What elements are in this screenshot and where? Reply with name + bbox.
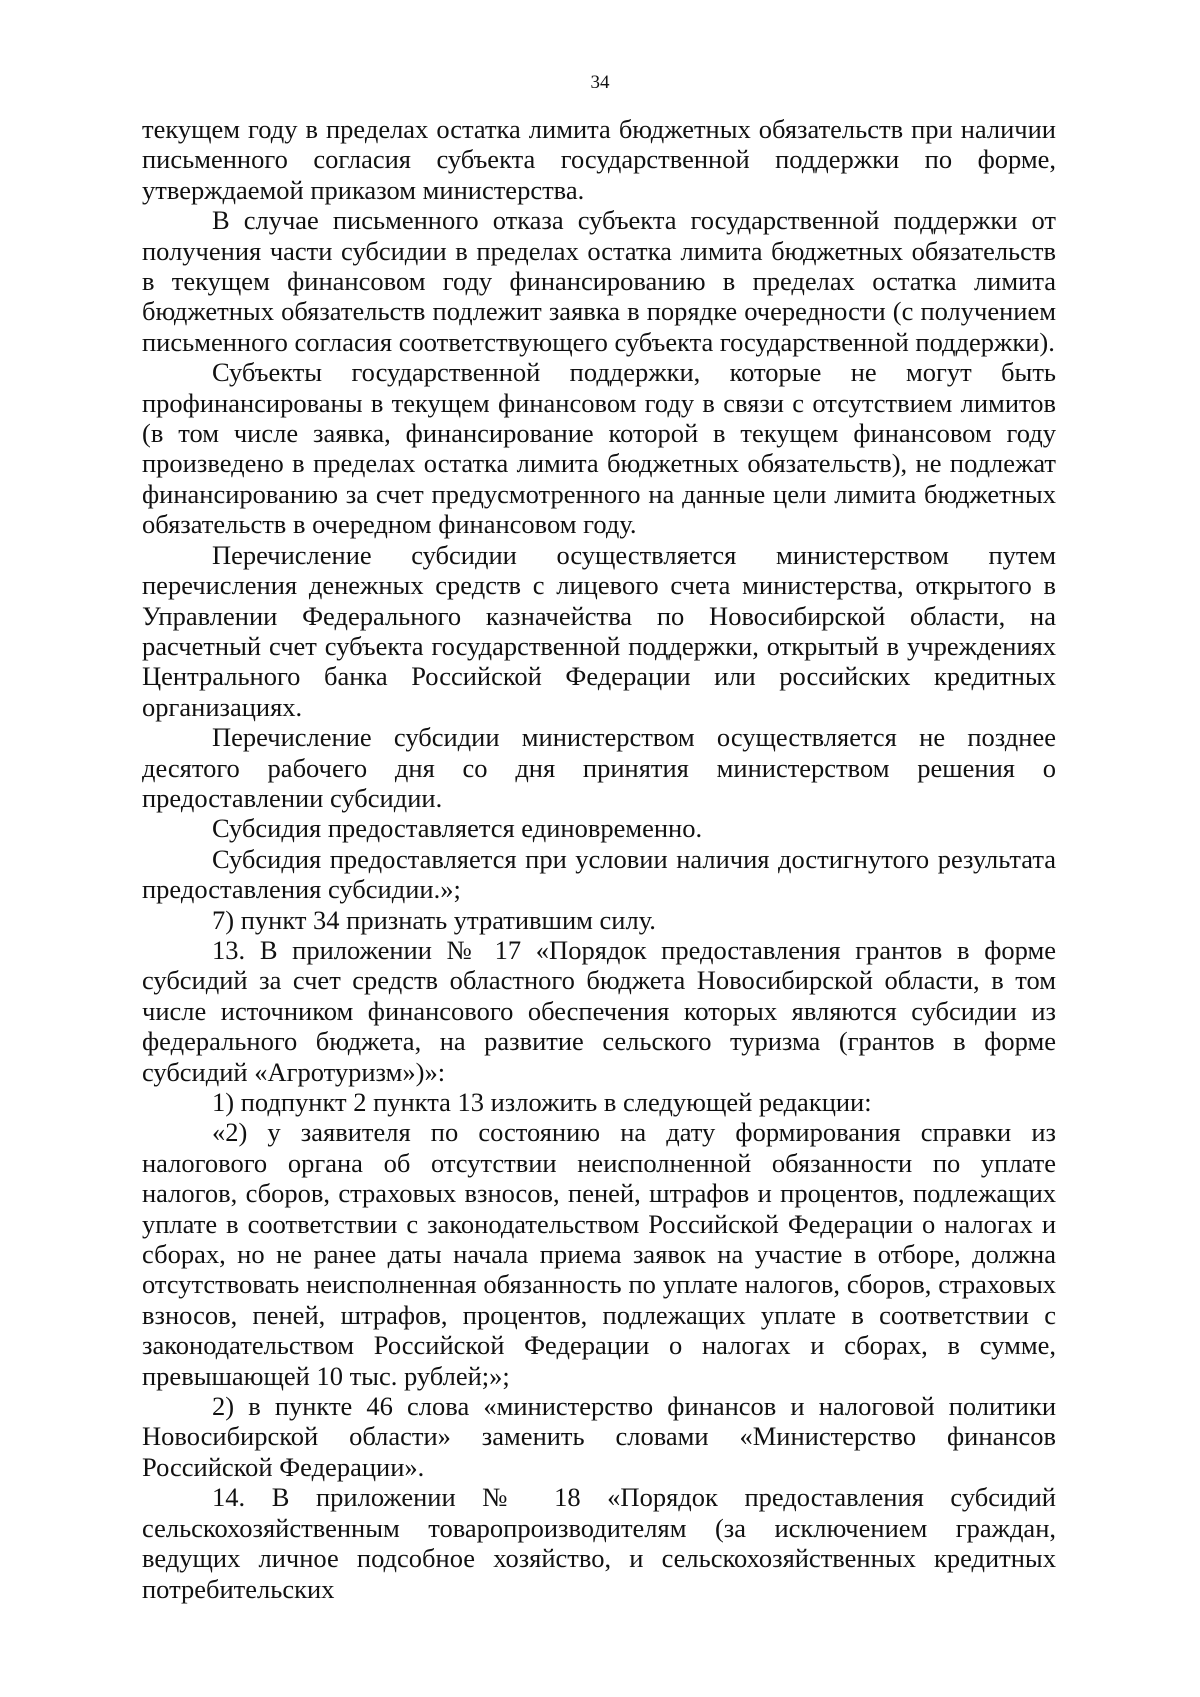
paragraph-subitem-1: 1) подпункт 2 пункта 13 изложить в следующей редакции: (212, 1087, 872, 1117)
paragraph-condition: Субсидия предоставляется при условии наличия достигнутого результата предоставления субсидии.»; (142, 843, 1056, 905)
paragraph-quoted-requirement: «2) у заявителя по состоянию на дату формирования справки из налогового органа об отсутствии неисполненной обязанности по уплате налогов, сборов, страховых взносов, пеней, штрафов и процентов, подлежащих уплате в соответствии с законодательством Российской Федерации о налогах и сборах, но не ранее даты начала приема заявок на участие в отборе, должна отсутствовать неисполненная обязанность по уплате налогов, сборов, страховых взносов, пеней, штрафов, процентов, подлежащих уплате в соответствии с законодательством Российской Федерации о налогах и сборах, в сумме, превышающей 10 тыс. рублей;»; (142, 1117, 1056, 1391)
page-number: 34 (590, 72, 610, 93)
paragraph-section-14: 14. В приложении № 18 «Порядок предоставления субсидий сельскохозяйственным товаропроизводителям (за исключением граждан, ведущих личное подсобное хозяйство, и сельскохозяйственных кредитных потребительских (142, 1482, 1056, 1604)
paragraph-one-time: Субсидия предоставляется единовременно. (212, 813, 703, 844)
paragraph-item-7: 7) пункт 34 признать утратившим силу. (212, 904, 656, 935)
paragraph-section-13: 13. В приложении № 17 «Порядок предоставления грантов в форме субсидий за счет средств областного бюджета Новосибирской области, в том числе источником финансового обеспечения которых являются субсидии из федерального бюджета, на развитие сельского туризма (грантов в форме субсидий «Агротуризм»)»: (142, 934, 1056, 1087)
paragraph-refusal-case: В случае письменного отказа субъекта государственной поддержки от получения части субсидии в пределах остатка лимита бюджетных обязательств в текущем финансовом году финансированию в пределах остатка лимита бюджетных обязательств подлежит заявка в порядке очередности (с получением письменного согласия соответствующего субъекта государственной поддержки). (142, 205, 1056, 357)
paragraph-transfer-deadline: Перечисление субсидии министерством осуществляется не позднее десятого рабочего дня со дня принятия министерством решения о предоставлении субсидии. (142, 722, 1056, 813)
paragraph-transfer-method: Перечисление субсидии осуществляется министерством путем перечисления денежных средств с лицевого счета министерства, открытого в Управлении Федерального казначейства по Новосибирской области, на расчетный счет субъекта государственной поддержки, открытый в учреждениях Центрального банка Российской Федерации или российских кредитных организациях. (142, 539, 1056, 722)
document-body (142, 114, 1056, 1604)
paragraph-unfunded-subjects: Субъекты государственной поддержки, которые не могут быть профинансированы в текущем финансовом году в связи с отсутствием лимитов (в том числе заявка, финансирование которой в текущем финансовом году произведено в пределах остатка лимита бюджетных обязательств), не подлежат финансированию за счет предусмотренного на данные цели лимита бюджетных обязательств в очередном финансовом году. (142, 357, 1056, 540)
paragraph-subitem-2: 2) в пункте 46 слова «министерство финансов и налоговой политики Новосибирской области» заменить словами «Министерство финансов Российской Федерации». (142, 1391, 1056, 1482)
paragraph-continuation: текущем году в пределах остатка лимита бюджетных обязательств при наличии письменного согласия субъекта государственной поддержки по форме, утверждаемой приказом министерства. (142, 114, 1056, 205)
